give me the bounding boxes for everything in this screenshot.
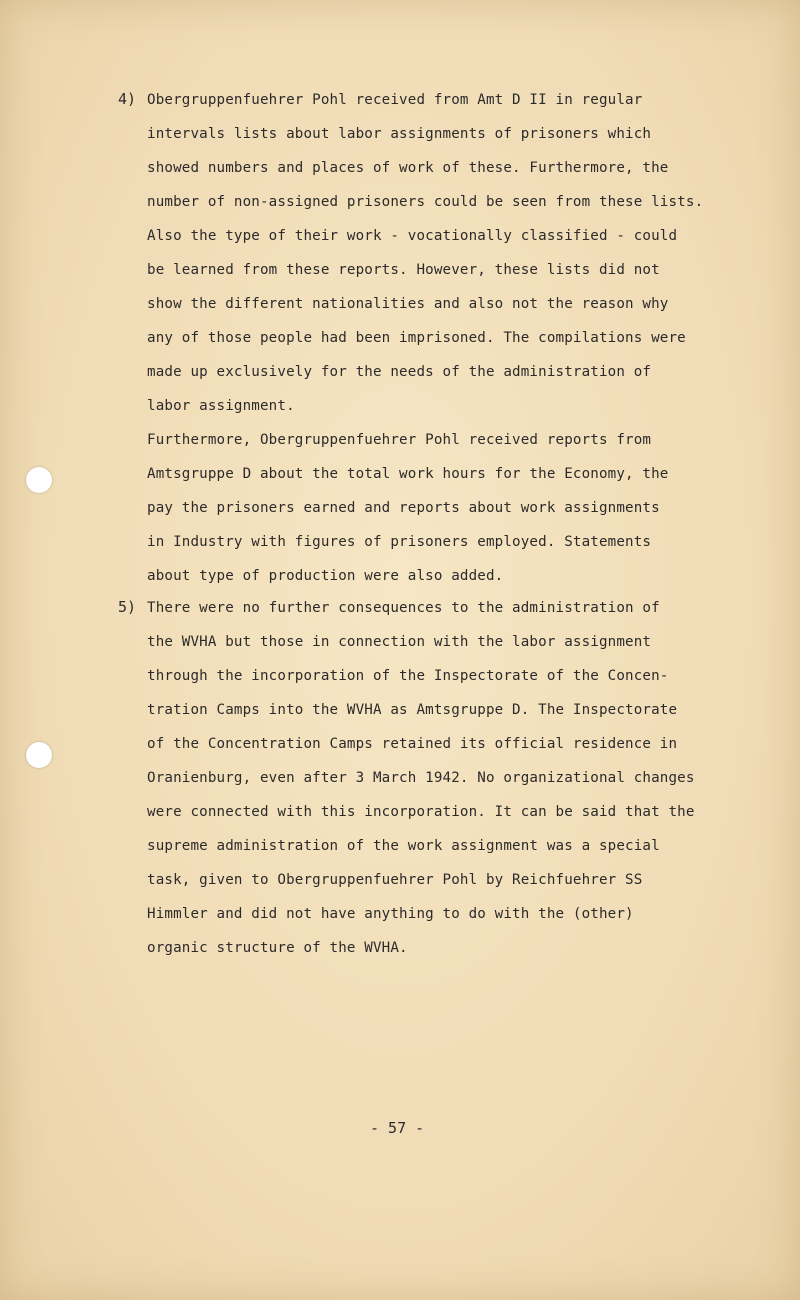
text-line: intervals lists about labor assignments of prisoners which [147, 126, 652, 142]
page-number: - 57 - [370, 1119, 425, 1137]
text-line: any of those people had been imprisoned. The compilations were [147, 330, 686, 346]
text-line: show the different nationalities and also not the reason why [147, 296, 669, 312]
text-line: Also the type of their work - vocationally classified - could [147, 228, 678, 244]
text-line: labor assignment. [147, 398, 295, 414]
text-line: the WVHA but those in connection with the labor assignment [147, 634, 652, 650]
text-line: There were no further consequences to the administration of [147, 600, 660, 616]
text-line: showed numbers and places of work of these. Furthermore, the [147, 160, 669, 176]
text-line: of the Concentration Camps retained its official residence in [147, 736, 678, 752]
text-line: through the incorporation of the Inspectorate of the Concen- [147, 668, 669, 684]
item-number: 5) [118, 598, 137, 616]
text-line: about type of production were also added. [147, 568, 504, 584]
item-number: 4) [118, 90, 137, 108]
text-line: Obergruppenfuehrer Pohl received from Amt D II in regular [147, 92, 643, 108]
text-line: pay the prisoners earned and reports about work assignments [147, 500, 660, 516]
text-line: supreme administration of the work assignment was a special [147, 838, 660, 854]
text-line: Oranienburg, even after 3 March 1942. No organizational changes [147, 770, 695, 786]
text-line: in Industry with figures of prisoners employed. Statements [147, 534, 652, 550]
punch-hole [26, 742, 52, 768]
text-line: number of non-assigned prisoners could be seen from these lists. [147, 194, 704, 210]
text-line: made up exclusively for the needs of the administration of [147, 364, 652, 380]
text-line: Himmler and did not have anything to do with the (other) [147, 906, 634, 922]
text-line: tration Camps into the WVHA as Amtsgruppe D. The Inspectorate [147, 702, 678, 718]
text-line: organic structure of the WVHA. [147, 940, 408, 956]
text-line: be learned from these reports. However, these lists did not [147, 262, 660, 278]
text-line: Amtsgruppe D about the total work hours for the Economy, the [147, 466, 669, 482]
punch-hole [26, 467, 52, 493]
text-line: were connected with this incorporation. It can be said that the [147, 804, 695, 820]
text-line: task, given to Obergruppenfuehrer Pohl by Reichfuehrer SS [147, 872, 643, 888]
text-line: Furthermore, Obergruppenfuehrer Pohl received reports from [147, 432, 652, 448]
